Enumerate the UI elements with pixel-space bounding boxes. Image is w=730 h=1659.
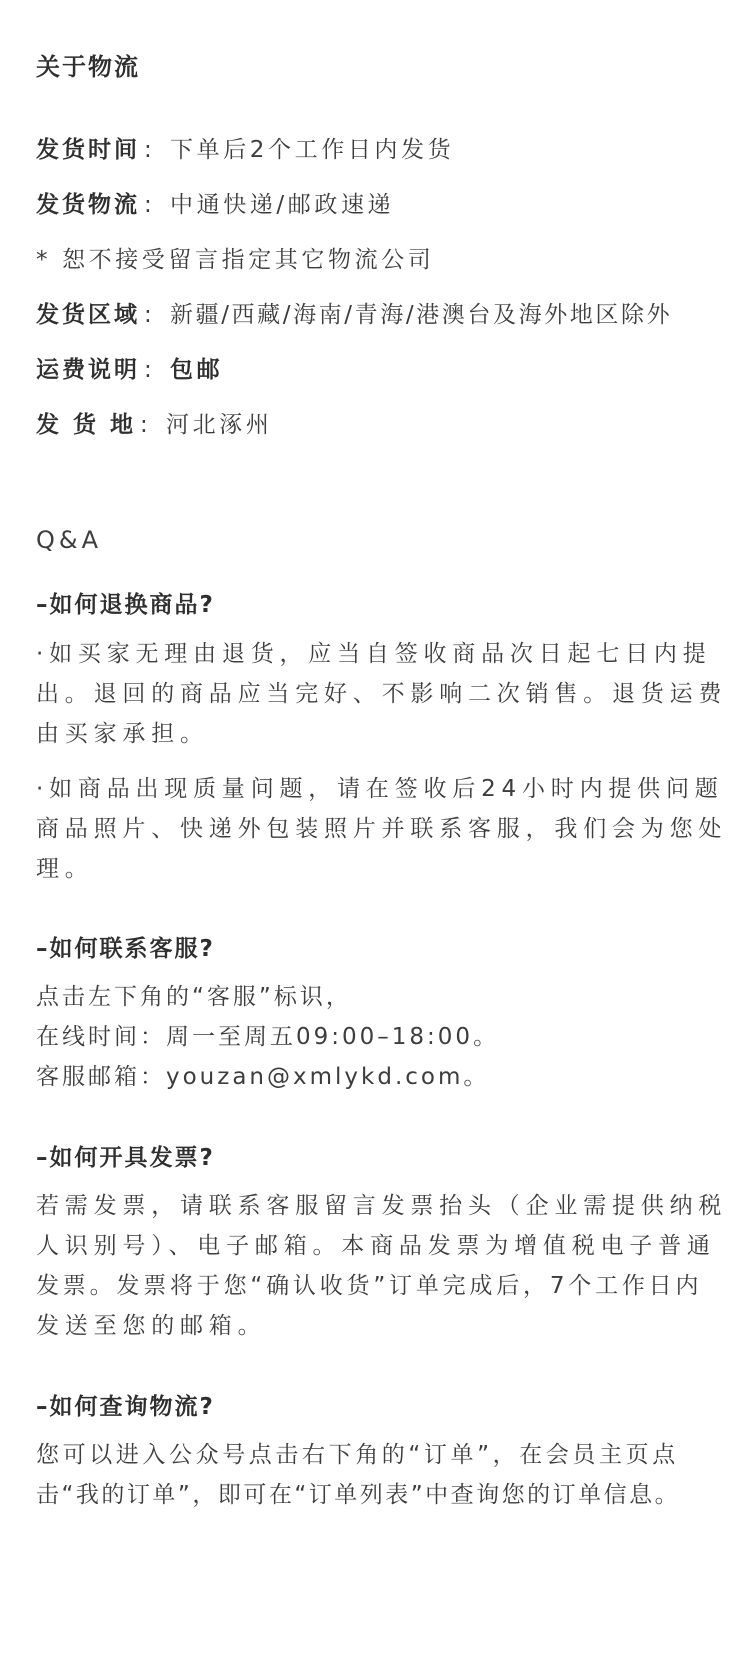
invoice-heading: –如何开具发票?	[36, 1145, 215, 1171]
shipping-fee-label: 运费说明	[36, 357, 140, 383]
return-para1-line: 由买家承担。	[36, 721, 209, 747]
ship-area-label: 发货区域	[36, 302, 140, 328]
logistics-title: 关于物流	[36, 53, 140, 81]
tracking-line: 您可以进入公众号点击右下角的“订单”，在会员主页点	[36, 1442, 679, 1468]
qa-title: Q&A	[36, 526, 103, 554]
origin-label: 发 货 地	[36, 412, 137, 438]
ship-area-value: 新疆/西藏/海南/青海/港澳台及海外地区除外	[170, 302, 673, 328]
ship-carrier-label: 发货物流	[36, 192, 140, 218]
return-para2-line: 商品照片、快递外包装照片并联系客服，我们会为您处	[36, 816, 728, 842]
invoice-line: 若需发票，请联系客服留言发票抬头（企业需提供纳税	[36, 1193, 728, 1219]
contact-hours: 在线时间：周一至周五09:00–18:00。	[36, 1024, 500, 1050]
tracking-line: 击“我的订单”，即可在“订单列表”中查询您的订单信息。	[36, 1482, 681, 1508]
return-para1-line: ·如买家无理由退货，应当自签收商品次日起七日内提	[36, 641, 712, 667]
return-heading: –如何退换商品?	[36, 592, 215, 618]
ship-time-row	[36, 134, 454, 166]
shipping-fee-value: 包邮	[170, 357, 224, 383]
ship-carrier-value: 中通快递/邮政速递	[170, 192, 395, 218]
return-para1-line: 出。退回的商品应当完好、不影响二次销售。退货运费	[36, 681, 728, 707]
ship-carrier-colon: :	[144, 192, 156, 218]
tracking-heading: –如何查询物流?	[36, 1394, 215, 1420]
shipping-fee-colon: :	[144, 357, 156, 383]
contact-line: 点击左下角的“客服”标识，	[36, 984, 352, 1010]
invoice-line: 人识别号）、电子邮箱。本商品发票为增值税电子普通	[36, 1233, 716, 1259]
return-para2-line: ·如商品出现质量问题，请在签收后24小时内提供问题	[36, 776, 724, 802]
invoice-line: 发送至您的邮箱。	[36, 1313, 267, 1339]
carrier-note: * 恕不接受留言指定其它物流公司	[36, 247, 435, 273]
return-para2-line: 理。	[36, 856, 94, 882]
contact-heading: –如何联系客服?	[36, 936, 215, 962]
origin-colon: :	[140, 412, 152, 438]
origin-value: 河北涿州	[166, 412, 273, 438]
contact-email: 客服邮箱：youzan@xmlykd.com。	[36, 1064, 490, 1090]
ship-time-colon: :	[144, 137, 156, 163]
shipping-fee-row	[36, 354, 223, 386]
ship-time-label: 发货时间	[36, 137, 140, 163]
ship-area-colon: :	[144, 302, 155, 328]
ship-carrier-row	[36, 189, 394, 221]
origin-row	[36, 409, 272, 441]
invoice-line: 发票。发票将于您“确认收货”订单完成后，7个工作日内	[36, 1273, 703, 1299]
ship-area-row	[36, 299, 672, 331]
ship-time-value: 下单后2个工作日内发货	[170, 137, 455, 163]
